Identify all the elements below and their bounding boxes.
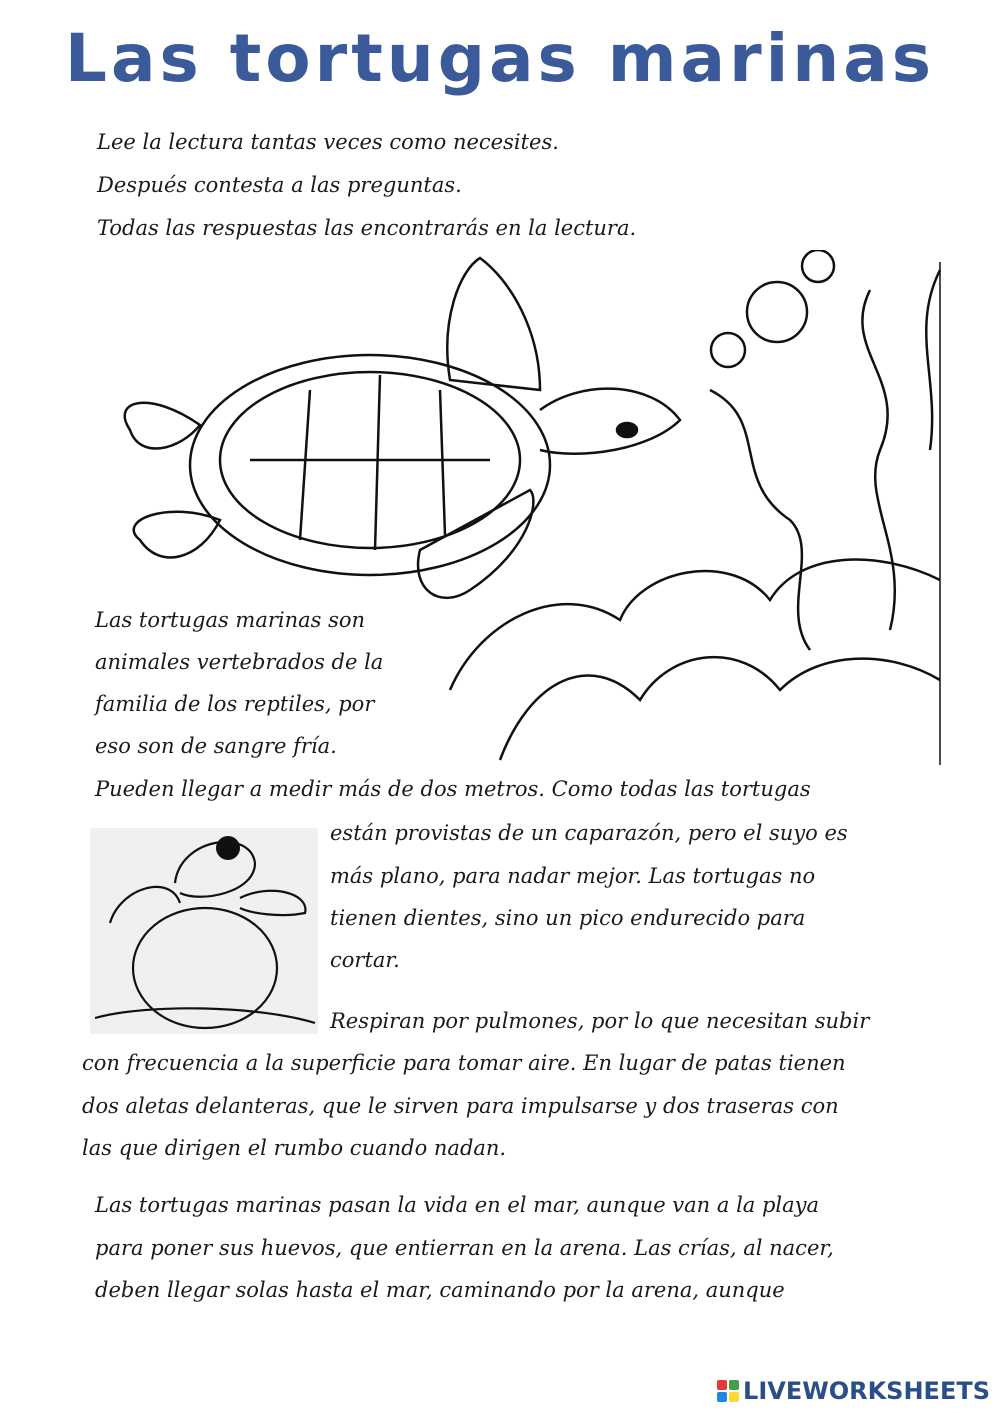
seaweed-strand (926, 270, 940, 450)
paragraph-line: Las tortugas marinas son (95, 608, 366, 632)
paragraph-line: Respiran por pulmones, por lo que necesitan subir (330, 1009, 870, 1033)
paragraph-line: más plano, para nadar mejor. Las tortugas no (330, 864, 816, 888)
instruction-line: Todas las respuestas las encontrarás en la lectura. (97, 216, 637, 240)
paragraph-line: Las tortugas marinas pasan la vida en el mar, aunque van a la playa (95, 1193, 820, 1217)
paragraph-line: Pueden llegar a medir más de dos metros. Como todas las tortugas (95, 777, 811, 801)
instruction-line: Después contesta a las preguntas. (97, 173, 462, 197)
paragraph-line: para poner sus huevos, que entierran en la arena. Las crías, al nacer, (95, 1236, 834, 1260)
brand-text: LIVEWORKSHEETS (743, 1377, 990, 1405)
back-flipper-left (125, 403, 200, 449)
paragraph-line: animales vertebrados de la (95, 650, 384, 674)
paragraph-line: eso son de sangre fría. (95, 734, 337, 758)
coral-outline (450, 560, 940, 690)
back-flipper-bottom (134, 512, 220, 558)
paragraph-line: las que dirigen el rumbo cuando nadan. (82, 1136, 507, 1160)
bubble (711, 333, 745, 367)
paragraph-line: están provistas de un caparazón, pero el suyo es (330, 821, 848, 845)
paragraph-line: dos aletas delanteras, que le sirven para impulsarse y dos traseras con (82, 1094, 839, 1118)
baby-eye (216, 836, 240, 860)
paragraph-line: deben llegar solas hasta el mar, caminando por la arena, aunque (95, 1278, 785, 1302)
liveworksheets-icon (717, 1380, 739, 1402)
page-title: Las tortugas marinas (64, 20, 936, 97)
liveworksheets-logo[interactable] (717, 1377, 990, 1405)
coral-outline (500, 657, 940, 760)
instruction-line: Lee la lectura tantas veces como necesites. (97, 130, 559, 154)
seaweed-strand (862, 290, 894, 630)
bubble (802, 250, 834, 282)
bubble (747, 282, 807, 342)
paragraph-line: cortar. (330, 948, 400, 972)
paragraph-line: con frecuencia a la superficie para tomar aire. En lugar de patas tienen (82, 1051, 846, 1075)
paragraph-line: tienen dientes, sino un pico endurecido para (330, 906, 806, 930)
seaweed-coral-illustration (440, 250, 945, 770)
baby-turtle-illustration (90, 828, 318, 1034)
seaweed-strand (710, 390, 810, 650)
paragraph-line: familia de los reptiles, por (95, 692, 375, 716)
